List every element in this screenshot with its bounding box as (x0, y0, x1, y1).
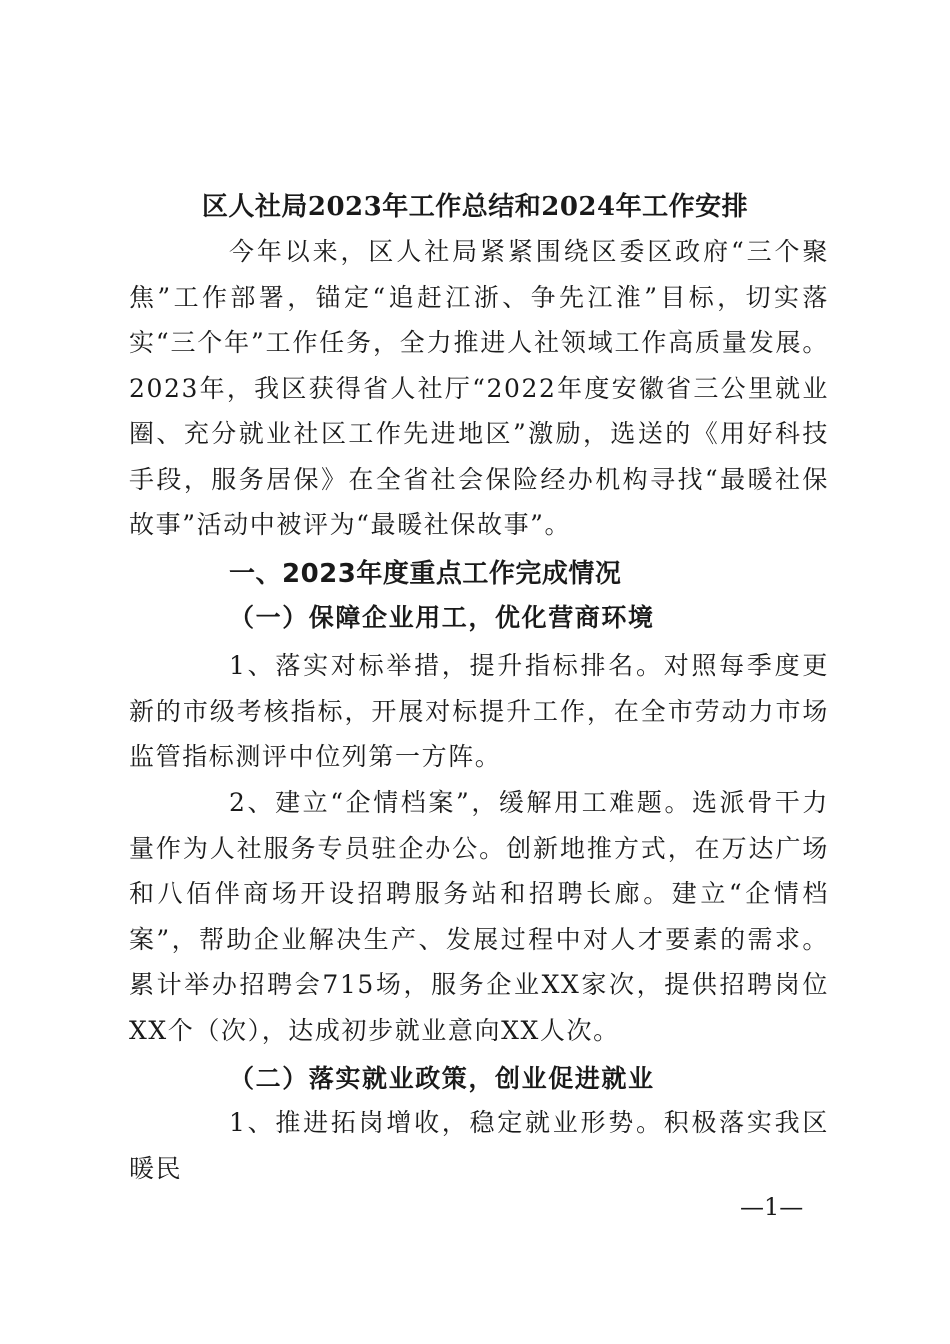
subsection-1-item-2: 2、建立“企情档案”，缓解用工难题。选派骨干力量作为人社服务专员驻企办公。创新地推方式，在万达广场和八佰伴商场开设招聘服务站和招聘长廊。建立“企情档案”，帮助企业解决生产、发展过程中对人才要素的需求。累计举办招聘会715场，服务企业XX家次，提供招聘岗位XX个（次），达成初步就业意向XX人次。 (129, 788, 829, 1045)
subsection-1-item-1: 1、落实对标举措，提升指标排名。对照每季度更新的市级考核指标，开展对标提升工作，在全市劳动力市场监管指标测评中位列第一方阵。 (129, 651, 829, 771)
subsection-heading-1: （一）保障企业用工，优化营商环境 (229, 603, 655, 632)
subsection-heading-2: （二）落实就业政策，创业促进就业 (229, 1064, 655, 1093)
intro-paragraph: 今年以来，区人社局紧紧围绕区委区政府“三个聚焦”工作部署，锚定“追赶江浙、争先江淮”目标，切实落实“三个年”工作任务，全力推进人社领域工作高质量发展。2023年，我区获得省人社厅“2022年度安徽省三公里就业圈、充分就业社区工作先进地区”激励，选送的《用好科技手段，服务居保》在全省社会保险经办机构寻找“最暖社保故事”活动中被评为“最暖社保故事”。 (129, 237, 829, 539)
section-heading-1: 一、2023年度重点工作完成情况 (229, 559, 622, 589)
subsection-2-item-1: 1、推进拓岗增收，稳定就业形势。积极落实我区暖民 (129, 1108, 829, 1183)
document-title: 区人社局2023年工作总结和2024年工作安排 (201, 192, 749, 222)
page-number: —1— (740, 1193, 804, 1221)
